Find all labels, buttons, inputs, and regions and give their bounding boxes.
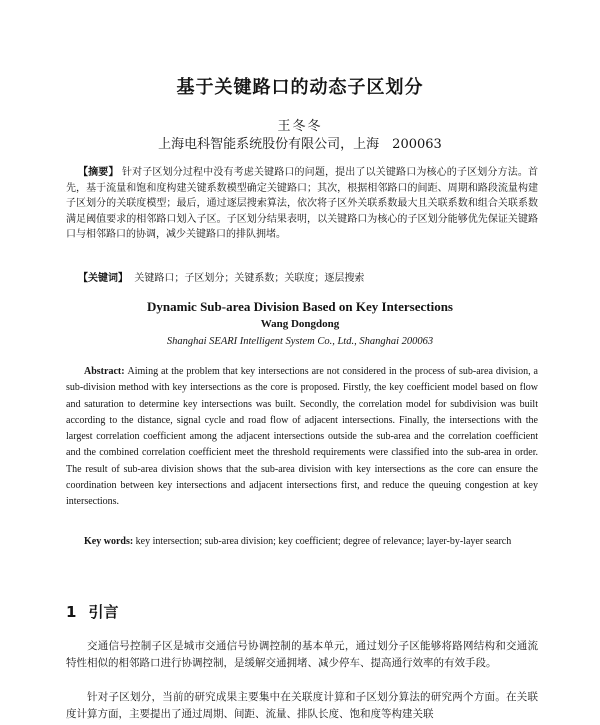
body-paragraph: 交通信号控制子区是城市交通信号协调控制的基本单元，通过划分子区能够将路网结构和交通流特性相似的相邻路口进行协调控制，是缓解交通拥堵、减少停车、提高通行效率的有效手段。 [66, 640, 538, 669]
abstract-en-text: Aiming at the problem that key intersections are not considered in the process of sub-area division, a sub-division method with key intersections as the core is proposed. Firstly, the key coefficient model based on flow and saturation to determine key intersections was built. Secondly, the correlation model for subdivision was built according to the distance, signal cycle and road flow of adjacent intersections. Finally, the intersections with the largest correlation coefficient among the adjacent intersections outside the sub-area and the correlation coefficient and the combined correlation coefficient meet the threshold requirements were classified into the sub-area in order. The result of sub-area division shows that the sub-area division with key intersections as the core can ensure the coordination between key intersections and adjacent intersections first, and reduce the queuing congestion at key intersections. [66, 366, 539, 508]
abstract-cn-text: 针对子区划分过程中没有考虑关键路口的问题，提出了以关键路口为核心的子区划分方法。首先，基于流量和饱和度构建关键系数模型确定关键路口；其次，根据相邻路口的间距、周期和路段流量构建子区划分的关联度模型；最后，通过逐层搜索算法，依次将子区外关联系数最大且关联系数和组合关联系数满足阈值要求的相邻路口划入子区。子区划分结果表明，以关键路口为核心的子区划分能够优先保证关键路口与相邻路口的协调，减少关键路口的排队拥堵。 [66, 167, 539, 241]
affiliation-en: Shanghai SEARI Intelligent System Co., Ltd., Shanghai 200063 [166, 336, 434, 347]
abstract-cn [66, 165, 538, 243]
affiliation-cn: 上海电科智能系统股份有限公司，上海 200063 [158, 137, 442, 152]
body-paragraph: 针对子区划分，当前的研究成果主要集中在关联度计算和子区划分算法的研究两个方面。在关联度计算方面，主要提出了通过周期、间距、流量、排队长度、饱和度等构建关联 [66, 691, 538, 720]
keywords-cn-text: 关键路口；子区划分；关键系数；关联度；逐层搜索 [134, 273, 365, 284]
section-number: 1 [66, 603, 77, 621]
keywords-cn [66, 269, 538, 284]
abstract-en-label: Abstract: [84, 366, 125, 377]
keywords-en-text: key intersection; sub-area division; key coefficient; degree of relevance; layer-by-layer search [135, 536, 512, 547]
author-name-en: Wang Dongdong [260, 318, 340, 330]
paper-title-cn: 基于关键路口的动态子区划分 [176, 77, 424, 98]
abstract-cn-label: 【摘要】 [78, 167, 119, 178]
section-title: 引言 [88, 603, 119, 621]
abstract-en [66, 364, 538, 511]
paper-title-en: Dynamic Sub-area Division Based on Key Intersections [147, 299, 453, 314]
author-name-cn: 王冬冬 [277, 119, 323, 134]
section-heading-introduction [66, 601, 118, 622]
keywords-cn-label: 【关键词】 [78, 273, 128, 284]
keywords-en [66, 534, 538, 550]
keywords-en-label: Key words: [84, 536, 134, 547]
